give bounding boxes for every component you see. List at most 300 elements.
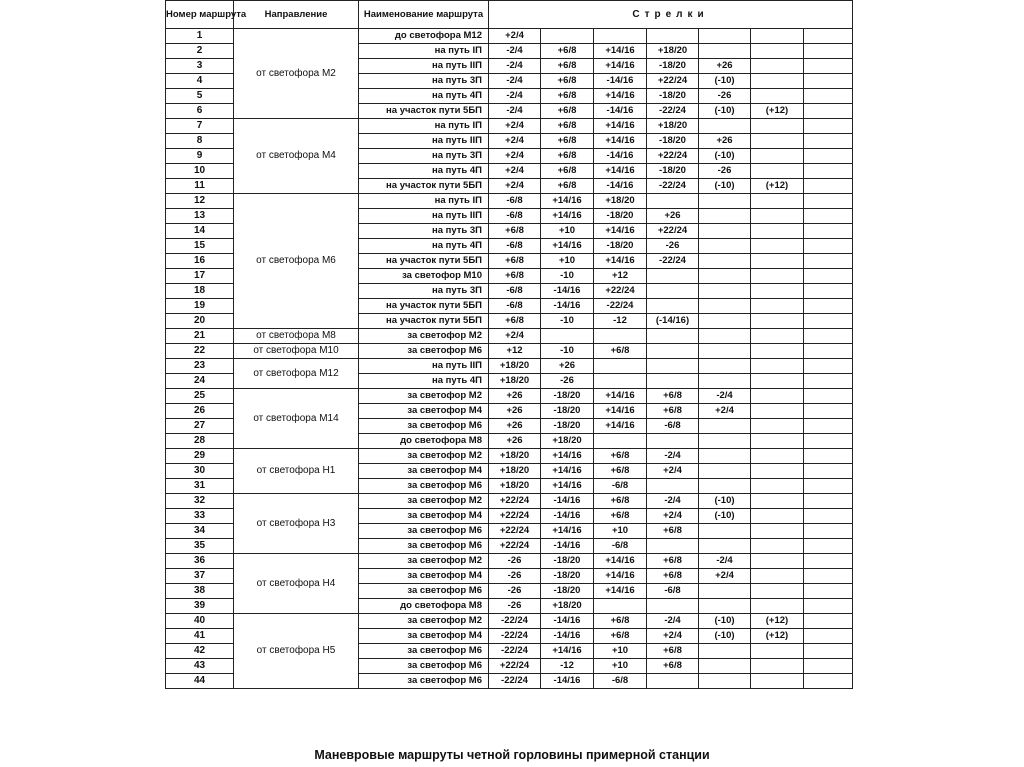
arrow-cell <box>804 179 853 194</box>
arrow-cell <box>804 329 853 344</box>
arrow-cell: -18/20 <box>647 59 699 74</box>
arrow-cell: +26 <box>489 404 541 419</box>
arrow-cell <box>647 539 699 554</box>
arrow-cell <box>751 194 804 209</box>
route-name: до светофора М12 <box>359 29 489 44</box>
header-route-name: Наименование маршрута <box>359 1 489 29</box>
table-row <box>166 614 853 629</box>
arrow-cell: +14/16 <box>594 224 647 239</box>
arrow-cell: -14/16 <box>541 494 594 509</box>
arrow-cell <box>804 629 853 644</box>
arrow-cell <box>751 374 804 389</box>
arrow-cell <box>804 464 853 479</box>
arrow-cell: +14/16 <box>594 44 647 59</box>
arrow-cell <box>804 659 853 674</box>
arrow-cell: (+12) <box>751 179 804 194</box>
arrow-cell <box>647 194 699 209</box>
arrow-cell: +6/8 <box>647 659 699 674</box>
arrow-cell: (-14/16) <box>647 314 699 329</box>
route-number: 16 <box>166 254 234 269</box>
arrow-cell: -2/4 <box>647 494 699 509</box>
route-name: за светофор М10 <box>359 269 489 284</box>
arrow-cell <box>699 44 751 59</box>
route-name: за светофор М6 <box>359 524 489 539</box>
route-name: на путь 3П <box>359 224 489 239</box>
route-direction: от светофора М2 <box>234 29 359 119</box>
arrow-cell: +18/20 <box>489 374 541 389</box>
route-number: 43 <box>166 659 234 674</box>
arrow-cell: -14/16 <box>541 299 594 314</box>
arrow-cell: +6/8 <box>489 254 541 269</box>
route-number: 31 <box>166 479 234 494</box>
arrow-cell: +26 <box>699 134 751 149</box>
arrow-cell: -14/16 <box>541 509 594 524</box>
table-row <box>166 554 853 569</box>
route-number: 42 <box>166 644 234 659</box>
arrow-cell <box>804 254 853 269</box>
arrow-cell: -2/4 <box>699 554 751 569</box>
arrow-cell <box>751 674 804 689</box>
arrow-cell <box>699 254 751 269</box>
arrow-cell <box>751 89 804 104</box>
route-number: 21 <box>166 329 234 344</box>
route-number: 6 <box>166 104 234 119</box>
arrow-cell: +22/24 <box>594 284 647 299</box>
arrow-cell: +14/16 <box>594 89 647 104</box>
arrow-cell: +6/8 <box>647 569 699 584</box>
arrow-cell <box>751 509 804 524</box>
arrow-cell: +6/8 <box>647 404 699 419</box>
route-name: за светофор М6 <box>359 479 489 494</box>
arrow-cell <box>751 359 804 374</box>
arrow-cell: +14/16 <box>594 254 647 269</box>
arrow-cell: +26 <box>489 434 541 449</box>
route-number: 33 <box>166 509 234 524</box>
arrow-cell <box>751 299 804 314</box>
arrow-cell <box>751 59 804 74</box>
route-number: 19 <box>166 299 234 314</box>
arrow-cell: +6/8 <box>594 344 647 359</box>
arrow-cell <box>594 29 647 44</box>
arrow-cell: -12 <box>541 659 594 674</box>
table-caption: Маневровые маршруты четной горловины примерной станции <box>314 748 710 762</box>
arrow-cell <box>804 374 853 389</box>
route-number: 14 <box>166 224 234 239</box>
route-name: за светофор М6 <box>359 644 489 659</box>
arrow-cell <box>647 29 699 44</box>
arrow-cell: +6/8 <box>541 74 594 89</box>
route-name: на путь 3П <box>359 74 489 89</box>
arrow-cell <box>804 554 853 569</box>
arrow-cell: -14/16 <box>594 179 647 194</box>
arrow-cell <box>647 374 699 389</box>
arrow-cell: (-10) <box>699 629 751 644</box>
arrow-cell: +22/24 <box>489 509 541 524</box>
route-direction: от светофора М10 <box>234 344 359 359</box>
arrow-cell: (-10) <box>699 494 751 509</box>
arrow-cell <box>804 269 853 284</box>
arrow-cell <box>804 164 853 179</box>
arrow-cell: +6/8 <box>489 224 541 239</box>
arrow-cell <box>647 269 699 284</box>
arrow-cell <box>751 464 804 479</box>
arrow-cell: +6/8 <box>594 449 647 464</box>
arrow-cell: +2/4 <box>647 464 699 479</box>
arrow-cell: +2/4 <box>489 164 541 179</box>
routes-table <box>165 0 853 689</box>
route-name: за светофор М4 <box>359 464 489 479</box>
route-name: за светофор М6 <box>359 419 489 434</box>
arrow-cell: -14/16 <box>541 539 594 554</box>
arrow-cell: +14/16 <box>594 59 647 74</box>
arrow-cell <box>751 329 804 344</box>
arrow-cell <box>699 419 751 434</box>
arrow-cell: +2/4 <box>489 29 541 44</box>
route-name: на путь 4П <box>359 239 489 254</box>
route-number: 9 <box>166 149 234 164</box>
arrow-cell: +26 <box>541 359 594 374</box>
arrow-cell: +22/24 <box>647 149 699 164</box>
arrow-cell: +6/8 <box>541 134 594 149</box>
arrow-cell <box>751 74 804 89</box>
arrow-cell: +6/8 <box>647 524 699 539</box>
arrow-cell: -18/20 <box>541 419 594 434</box>
route-number: 4 <box>166 74 234 89</box>
arrow-cell: +14/16 <box>594 119 647 134</box>
arrow-cell <box>804 29 853 44</box>
arrow-cell <box>699 644 751 659</box>
arrow-cell: -10 <box>541 314 594 329</box>
route-number: 23 <box>166 359 234 374</box>
arrow-cell <box>804 674 853 689</box>
arrow-cell <box>751 584 804 599</box>
arrow-cell: -18/20 <box>647 89 699 104</box>
arrow-cell: -18/20 <box>541 389 594 404</box>
arrow-cell: +18/20 <box>647 119 699 134</box>
arrow-cell <box>804 74 853 89</box>
arrow-cell: -14/16 <box>541 284 594 299</box>
arrow-cell: (-10) <box>699 509 751 524</box>
arrow-cell <box>751 419 804 434</box>
arrow-cell <box>647 359 699 374</box>
arrow-cell <box>804 149 853 164</box>
arrow-cell: +18/20 <box>647 44 699 59</box>
arrow-cell <box>699 524 751 539</box>
route-name: до светофора М8 <box>359 599 489 614</box>
route-number: 37 <box>166 569 234 584</box>
arrow-cell: +2/4 <box>647 509 699 524</box>
arrow-cell: (+12) <box>751 104 804 119</box>
route-name: на участок пути 5БП <box>359 254 489 269</box>
arrow-cell: -6/8 <box>647 584 699 599</box>
arrow-cell: +14/16 <box>594 419 647 434</box>
route-number: 3 <box>166 59 234 74</box>
arrow-cell <box>699 449 751 464</box>
arrow-cell: -6/8 <box>489 209 541 224</box>
route-direction: от светофора М12 <box>234 359 359 389</box>
arrow-cell: -6/8 <box>489 284 541 299</box>
arrow-cell <box>699 209 751 224</box>
arrow-cell <box>751 569 804 584</box>
arrow-cell: +2/4 <box>699 569 751 584</box>
arrow-cell: +18/20 <box>541 599 594 614</box>
route-name: на путь IIП <box>359 59 489 74</box>
arrow-cell: +6/8 <box>541 59 594 74</box>
arrow-cell: +22/24 <box>489 494 541 509</box>
arrow-cell <box>751 494 804 509</box>
arrow-cell: -26 <box>489 554 541 569</box>
arrow-cell <box>804 239 853 254</box>
route-name: на путь IП <box>359 119 489 134</box>
arrow-cell <box>751 314 804 329</box>
arrow-cell: +6/8 <box>594 629 647 644</box>
arrow-cell <box>699 359 751 374</box>
arrow-cell <box>699 329 751 344</box>
table-row <box>166 389 853 404</box>
arrow-cell: -18/20 <box>647 164 699 179</box>
table-row <box>166 194 853 209</box>
arrow-cell: -18/20 <box>647 134 699 149</box>
route-number: 13 <box>166 209 234 224</box>
arrow-cell: +10 <box>594 659 647 674</box>
header-route-number: Номер маршрута <box>166 1 234 29</box>
arrow-cell <box>804 614 853 629</box>
arrow-cell <box>804 404 853 419</box>
arrow-cell: +6/8 <box>594 509 647 524</box>
route-number: 32 <box>166 494 234 509</box>
arrow-cell <box>804 569 853 584</box>
route-direction: от светофора Н1 <box>234 449 359 494</box>
table-row <box>166 359 853 374</box>
arrow-cell: +2/4 <box>489 179 541 194</box>
route-number: 18 <box>166 284 234 299</box>
arrow-cell: -6/8 <box>489 239 541 254</box>
arrow-cell <box>804 434 853 449</box>
arrow-cell: +14/16 <box>594 584 647 599</box>
arrow-cell <box>647 329 699 344</box>
route-number: 24 <box>166 374 234 389</box>
arrow-cell <box>804 299 853 314</box>
arrow-cell <box>647 284 699 299</box>
arrow-cell: +6/8 <box>647 389 699 404</box>
route-number: 28 <box>166 434 234 449</box>
route-name: за светофор М6 <box>359 539 489 554</box>
route-number: 15 <box>166 239 234 254</box>
arrow-cell <box>751 434 804 449</box>
arrow-cell: (+12) <box>751 629 804 644</box>
arrow-cell <box>804 449 853 464</box>
arrow-cell: +14/16 <box>594 554 647 569</box>
arrow-cell <box>594 359 647 374</box>
arrow-cell <box>804 584 853 599</box>
arrow-cell: +6/8 <box>647 554 699 569</box>
arrow-cell <box>804 599 853 614</box>
arrow-cell: +6/8 <box>541 164 594 179</box>
arrow-cell <box>751 554 804 569</box>
arrow-cell: +18/20 <box>541 434 594 449</box>
arrow-cell: +14/16 <box>541 239 594 254</box>
arrow-cell: (-10) <box>699 179 751 194</box>
route-number: 35 <box>166 539 234 554</box>
arrow-cell: -14/16 <box>541 674 594 689</box>
arrow-cell: -18/20 <box>594 239 647 254</box>
arrow-cell <box>594 374 647 389</box>
arrow-cell: -18/20 <box>541 569 594 584</box>
arrow-cell: +6/8 <box>489 269 541 284</box>
arrow-cell <box>699 284 751 299</box>
arrow-cell: +14/16 <box>541 194 594 209</box>
arrow-cell: -12 <box>594 314 647 329</box>
route-number: 11 <box>166 179 234 194</box>
route-number: 25 <box>166 389 234 404</box>
arrow-cell <box>804 524 853 539</box>
arrow-cell <box>699 344 751 359</box>
arrow-cell <box>699 194 751 209</box>
arrow-cell: (-10) <box>699 74 751 89</box>
arrow-cell: -26 <box>489 584 541 599</box>
arrow-cell: -10 <box>541 344 594 359</box>
arrow-cell: -22/24 <box>489 614 541 629</box>
arrow-cell: -18/20 <box>541 404 594 419</box>
arrow-cell <box>647 479 699 494</box>
arrow-cell: -18/20 <box>594 209 647 224</box>
arrow-cell <box>751 389 804 404</box>
arrow-cell: +10 <box>541 254 594 269</box>
route-number: 26 <box>166 404 234 419</box>
route-number: 29 <box>166 449 234 464</box>
route-name: на путь IIП <box>359 209 489 224</box>
table-row <box>166 29 853 44</box>
arrow-cell: -14/16 <box>594 74 647 89</box>
arrow-cell <box>594 434 647 449</box>
arrow-cell <box>541 329 594 344</box>
arrow-cell: +14/16 <box>541 209 594 224</box>
arrow-cell <box>804 134 853 149</box>
arrow-cell: -10 <box>541 269 594 284</box>
route-name: на участок пути 5БП <box>359 104 489 119</box>
arrow-cell <box>699 269 751 284</box>
route-number: 38 <box>166 584 234 599</box>
route-number: 7 <box>166 119 234 134</box>
arrow-cell: -26 <box>541 374 594 389</box>
route-number: 5 <box>166 89 234 104</box>
arrow-cell <box>804 419 853 434</box>
arrow-cell: -22/24 <box>594 299 647 314</box>
table-row <box>166 494 853 509</box>
arrow-cell: (+12) <box>751 614 804 629</box>
table-row <box>166 449 853 464</box>
arrow-cell: +2/4 <box>699 404 751 419</box>
arrow-cell <box>594 329 647 344</box>
arrow-cell <box>647 674 699 689</box>
arrow-cell: -18/20 <box>541 584 594 599</box>
route-number: 44 <box>166 674 234 689</box>
route-name: на путь IIП <box>359 359 489 374</box>
route-number: 27 <box>166 419 234 434</box>
route-number: 2 <box>166 44 234 59</box>
route-name: до светофора М8 <box>359 434 489 449</box>
table-header-row <box>166 1 853 29</box>
route-name: за светофор М6 <box>359 344 489 359</box>
arrow-cell <box>804 479 853 494</box>
table-row <box>166 344 853 359</box>
route-name: на путь 4П <box>359 164 489 179</box>
arrow-cell <box>804 104 853 119</box>
arrow-cell <box>751 209 804 224</box>
route-direction: от светофора М14 <box>234 389 359 449</box>
route-number: 36 <box>166 554 234 569</box>
route-direction: от светофора Н5 <box>234 614 359 689</box>
arrow-cell: -14/16 <box>541 614 594 629</box>
arrow-cell: +6/8 <box>541 179 594 194</box>
route-name: за светофор М6 <box>359 659 489 674</box>
arrow-cell <box>699 374 751 389</box>
route-direction: от светофора Н3 <box>234 494 359 554</box>
arrow-cell <box>541 29 594 44</box>
arrow-cell <box>647 434 699 449</box>
arrow-cell <box>699 464 751 479</box>
route-name: на путь IП <box>359 44 489 59</box>
arrow-cell: -18/20 <box>541 554 594 569</box>
arrow-cell <box>699 659 751 674</box>
arrow-cell <box>804 194 853 209</box>
route-name: на путь 3П <box>359 284 489 299</box>
arrow-cell <box>804 389 853 404</box>
arrow-cell <box>804 494 853 509</box>
arrow-cell: +2/4 <box>489 149 541 164</box>
arrow-cell: +18/20 <box>489 479 541 494</box>
header-arrows: Стрелки <box>489 1 853 29</box>
route-name: за светофор М2 <box>359 614 489 629</box>
arrow-cell: +6/8 <box>594 464 647 479</box>
route-name: за светофор М4 <box>359 404 489 419</box>
arrow-cell: -22/24 <box>489 644 541 659</box>
arrow-cell <box>804 644 853 659</box>
arrow-cell: +14/16 <box>594 569 647 584</box>
route-name: за светофор М6 <box>359 674 489 689</box>
route-direction: от светофора М6 <box>234 194 359 329</box>
arrow-cell: +18/20 <box>594 194 647 209</box>
arrow-cell: +18/20 <box>489 449 541 464</box>
route-direction: от светофора Н4 <box>234 554 359 614</box>
arrow-cell: -14/16 <box>594 104 647 119</box>
arrow-cell: +14/16 <box>541 479 594 494</box>
arrow-cell <box>804 284 853 299</box>
arrow-cell: -6/8 <box>594 674 647 689</box>
arrow-cell <box>751 479 804 494</box>
arrow-cell <box>751 404 804 419</box>
route-name: на участок пути 5БП <box>359 314 489 329</box>
arrow-cell: +22/24 <box>647 74 699 89</box>
route-direction: от светофора М8 <box>234 329 359 344</box>
arrow-cell: -2/4 <box>489 89 541 104</box>
arrow-cell <box>804 314 853 329</box>
arrow-cell: +6/8 <box>594 494 647 509</box>
arrow-cell: +6/8 <box>541 149 594 164</box>
arrow-cell <box>751 269 804 284</box>
arrow-cell: +6/8 <box>541 89 594 104</box>
arrow-cell <box>751 224 804 239</box>
arrow-cell <box>751 149 804 164</box>
route-name: за светофор М4 <box>359 629 489 644</box>
arrow-cell: +12 <box>594 269 647 284</box>
arrow-cell: -2/4 <box>489 104 541 119</box>
arrow-cell: -26 <box>699 164 751 179</box>
route-number: 30 <box>166 464 234 479</box>
route-name: на путь 3П <box>359 149 489 164</box>
arrow-cell <box>804 44 853 59</box>
arrow-cell: -26 <box>489 569 541 584</box>
